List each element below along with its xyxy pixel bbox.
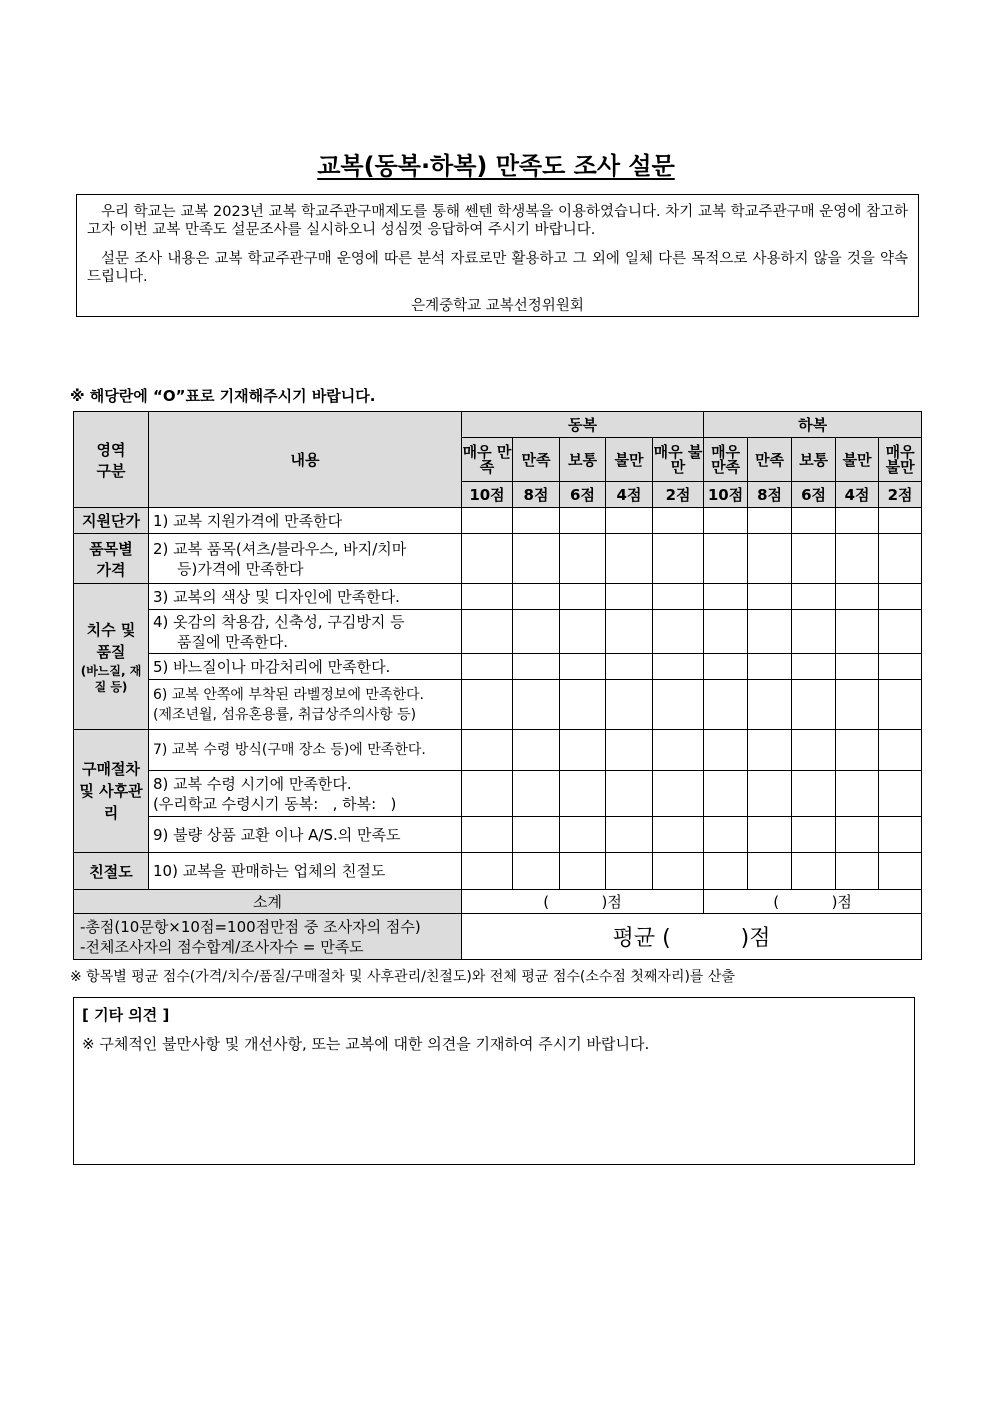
answer-cell[interactable] (513, 584, 560, 610)
group-size-quality: 치수 및 품질 (바느질, 재질 등) (74, 584, 149, 730)
answer-cell[interactable] (748, 853, 792, 890)
answer-cell[interactable] (879, 610, 922, 654)
answer-cell[interactable] (606, 508, 653, 534)
signature: 은계중학교 교복선정위원회 (411, 298, 584, 314)
winter-header: 동복 (462, 412, 704, 438)
footnote: ※ 항목별 평균 점수(가격/치수/품질/구매절차 및 사후관리/친절도)와 전체 평균 점수(소수점 첫째자리)를 산출 (70, 969, 735, 985)
answer-cell[interactable] (836, 508, 879, 534)
document-title: 교복(동복·하복) 만족도 조사 설문 (317, 152, 675, 180)
points-4-summer: 4점 (836, 482, 879, 508)
answer-cell[interactable] (462, 771, 513, 817)
answer-cell[interactable] (748, 730, 792, 771)
answer-cell[interactable] (606, 730, 653, 771)
points-2-winter: 2점 (653, 482, 704, 508)
answer-cell[interactable] (792, 584, 836, 610)
subtotal-label: 소계 (74, 890, 462, 914)
answer-cell[interactable] (836, 610, 879, 654)
rating-dissatisfied-summer: 불만 (836, 438, 879, 482)
answer-cell[interactable] (560, 680, 606, 730)
question-9: 9) 불량 상품 교환 이나 A/S.의 만족도 (149, 817, 462, 853)
answer-cell[interactable] (462, 680, 513, 730)
answer-cell[interactable] (462, 654, 513, 680)
answer-cell[interactable] (748, 817, 792, 853)
answer-cell[interactable] (653, 508, 704, 534)
answer-cell[interactable] (513, 610, 560, 654)
answer-cell[interactable] (606, 817, 653, 853)
answer-cell[interactable] (560, 730, 606, 771)
points-4-winter: 4점 (606, 482, 653, 508)
answer-cell[interactable] (704, 730, 748, 771)
answer-cell[interactable] (836, 654, 879, 680)
rating-very-satisfied-summer: 매우 만족 (704, 438, 748, 482)
points-6-winter: 6점 (560, 482, 606, 508)
question-6: 6) 교복 안쪽에 부착된 라벨정보에 만족한다. (제조년월, 섬유혼용률, 취급상주의사항 등) (149, 680, 462, 730)
answer-cell[interactable] (560, 534, 606, 584)
points-8-summer: 8점 (748, 482, 792, 508)
content-header: 내용 (149, 412, 462, 508)
answer-cell[interactable] (606, 534, 653, 584)
answer-cell[interactable] (704, 534, 748, 584)
answer-cell[interactable] (513, 680, 560, 730)
answer-cell[interactable] (836, 730, 879, 771)
answer-cell[interactable] (792, 817, 836, 853)
answer-cell[interactable] (513, 817, 560, 853)
answer-cell[interactable] (653, 817, 704, 853)
answer-cell[interactable] (513, 853, 560, 890)
average-score[interactable]: 평균 ( )점 (462, 914, 922, 960)
rating-dissatisfied-winter: 불만 (606, 438, 653, 482)
answer-cell[interactable] (462, 508, 513, 534)
answer-cell[interactable] (653, 853, 704, 890)
answer-cell[interactable] (653, 771, 704, 817)
total-explanation: -총점(10문항×10점=100점만점 중 조사자의 점수) -전체조사자의 점수합계/조사자수 = 만족도 (74, 914, 462, 960)
answer-cell[interactable] (704, 610, 748, 654)
answer-cell[interactable] (653, 680, 704, 730)
points-10-summer: 10점 (704, 482, 748, 508)
answer-cell[interactable] (792, 771, 836, 817)
answer-cell[interactable] (879, 584, 922, 610)
answer-cell[interactable] (836, 584, 879, 610)
answer-cell[interactable] (836, 534, 879, 584)
question-1: 1) 교복 지원가격에 만족한다 (149, 508, 462, 534)
answer-cell[interactable] (748, 534, 792, 584)
answer-cell[interactable] (462, 853, 513, 890)
answer-cell[interactable] (879, 508, 922, 534)
answer-cell[interactable] (513, 534, 560, 584)
answer-cell[interactable] (653, 610, 704, 654)
rating-satisfied-winter: 만족 (513, 438, 560, 482)
answer-cell[interactable] (606, 610, 653, 654)
answer-cell[interactable] (879, 534, 922, 584)
answer-cell[interactable] (792, 853, 836, 890)
rating-satisfied-summer: 만족 (748, 438, 792, 482)
question-8: 8) 교복 수령 시기에 만족한다. (우리학교 수령시기 동복: , 하복: ) (149, 771, 462, 817)
answer-cell[interactable] (792, 610, 836, 654)
answer-cell[interactable] (606, 680, 653, 730)
rating-very-dissatisfied-summer: 매우 불만 (879, 438, 922, 482)
rating-very-dissatisfied-winter: 매우 불만 (653, 438, 704, 482)
intro-paragraph-2: 설문 조사 내용은 교복 학교주관구매 운영에 따른 분석 자료로만 활용하고 그 외에 일체 다른 목적으로 사용하지 않을 것을 약속드립니다. (87, 251, 908, 285)
answer-cell[interactable] (606, 654, 653, 680)
group-purchase-aftercare: 구매절차 및 사후관리 (74, 730, 149, 853)
rating-very-satisfied-winter: 매우 만족 (462, 438, 513, 482)
answer-cell[interactable] (462, 584, 513, 610)
answer-cell[interactable] (560, 508, 606, 534)
answer-cell[interactable] (748, 610, 792, 654)
answer-cell[interactable] (560, 817, 606, 853)
group-support-price: 지원단가 (74, 508, 149, 534)
answer-cell[interactable] (704, 654, 748, 680)
points-2-summer: 2점 (879, 482, 922, 508)
answer-cell[interactable] (462, 534, 513, 584)
answer-cell[interactable] (792, 654, 836, 680)
answer-cell[interactable] (704, 853, 748, 890)
answer-cell[interactable] (606, 853, 653, 890)
answer-cell[interactable] (836, 771, 879, 817)
answer-cell[interactable] (513, 508, 560, 534)
opinion-heading: [ 기타 의견 ] (82, 1006, 170, 1024)
subtotal-summer[interactable]: ( )점 (704, 890, 922, 914)
answer-cell[interactable] (748, 508, 792, 534)
answer-cell[interactable] (836, 817, 879, 853)
area-header: 영역 구분 (74, 412, 149, 508)
question-10: 10) 교복을 판매하는 업체의 친절도 (149, 853, 462, 890)
subtotal-winter[interactable]: ( )점 (462, 890, 704, 914)
answer-cell[interactable] (653, 730, 704, 771)
answer-cell[interactable] (792, 508, 836, 534)
answer-cell[interactable] (836, 680, 879, 730)
answer-cell[interactable] (704, 817, 748, 853)
answer-cell[interactable] (653, 534, 704, 584)
answer-cell[interactable] (879, 680, 922, 730)
question-5: 5) 바느질이나 마감처리에 만족한다. (149, 654, 462, 680)
answer-cell[interactable] (879, 654, 922, 680)
intro-box (76, 194, 919, 317)
points-8-winter: 8점 (513, 482, 560, 508)
opinion-box[interactable] (73, 997, 915, 1165)
answer-cell[interactable] (704, 508, 748, 534)
opinion-instruction: ※ 구체적인 불만사항 및 개선사항, 또는 교복에 대한 의견을 기재하여 주시기 바랍니다. (82, 1035, 650, 1053)
question-7: 7) 교복 수령 방식(구매 장소 등)에 만족한다. (149, 730, 462, 771)
survey-table (73, 411, 922, 960)
question-2: 2) 교복 품목(셔츠/블라우스, 바지/치마 등)가격에 만족한다 (149, 534, 462, 584)
answer-cell[interactable] (560, 654, 606, 680)
answer-cell[interactable] (792, 730, 836, 771)
answer-cell[interactable] (462, 817, 513, 853)
answer-cell[interactable] (792, 534, 836, 584)
answer-cell[interactable] (560, 853, 606, 890)
answer-cell[interactable] (704, 771, 748, 817)
points-10-winter: 10점 (462, 482, 513, 508)
question-4: 4) 옷감의 착용감, 신축성, 구김방지 등 품질에 만족한다. (149, 610, 462, 654)
answer-cell[interactable] (748, 654, 792, 680)
answer-cell[interactable] (560, 584, 606, 610)
answer-cell[interactable] (879, 771, 922, 817)
answer-cell[interactable] (513, 730, 560, 771)
answer-cell[interactable] (748, 771, 792, 817)
answer-cell[interactable] (606, 771, 653, 817)
answer-cell[interactable] (606, 584, 653, 610)
answer-cell[interactable] (653, 584, 704, 610)
answer-cell[interactable] (792, 680, 836, 730)
answer-cell[interactable] (513, 771, 560, 817)
answer-cell[interactable] (462, 730, 513, 771)
points-6-summer: 6점 (792, 482, 836, 508)
answer-cell[interactable] (879, 817, 922, 853)
answer-cell[interactable] (560, 771, 606, 817)
rating-neutral-summer: 보통 (792, 438, 836, 482)
answer-cell[interactable] (513, 654, 560, 680)
answer-cell[interactable] (748, 680, 792, 730)
answer-cell[interactable] (879, 853, 922, 890)
question-3: 3) 교복의 색상 및 디자인에 만족한다. (149, 584, 462, 610)
answer-cell[interactable] (560, 610, 606, 654)
answer-cell[interactable] (836, 853, 879, 890)
intro-paragraph-1: 우리 학교는 교복 2023년 교복 학교주관구매제도를 통해 쎈텐 학생복을 이용하였습니다. 차기 교복 학교주관구매 운영에 참고하고자 이번 교복 만족도 설문조사를 실시하오니 성심껏 응답하여 주시기 바랍니다. (87, 204, 908, 238)
summer-header: 하복 (704, 412, 922, 438)
group-kindness: 친절도 (74, 853, 149, 890)
answer-cell[interactable] (879, 730, 922, 771)
instruction-notice: ※ 해당란에 “O”표로 기재해주시기 바랍니다. (70, 387, 376, 405)
answer-cell[interactable] (748, 584, 792, 610)
answer-cell[interactable] (704, 584, 748, 610)
answer-cell[interactable] (653, 654, 704, 680)
group-item-price: 품목별 가격 (74, 534, 149, 584)
answer-cell[interactable] (704, 680, 748, 730)
answer-cell[interactable] (462, 610, 513, 654)
rating-neutral-winter: 보통 (560, 438, 606, 482)
